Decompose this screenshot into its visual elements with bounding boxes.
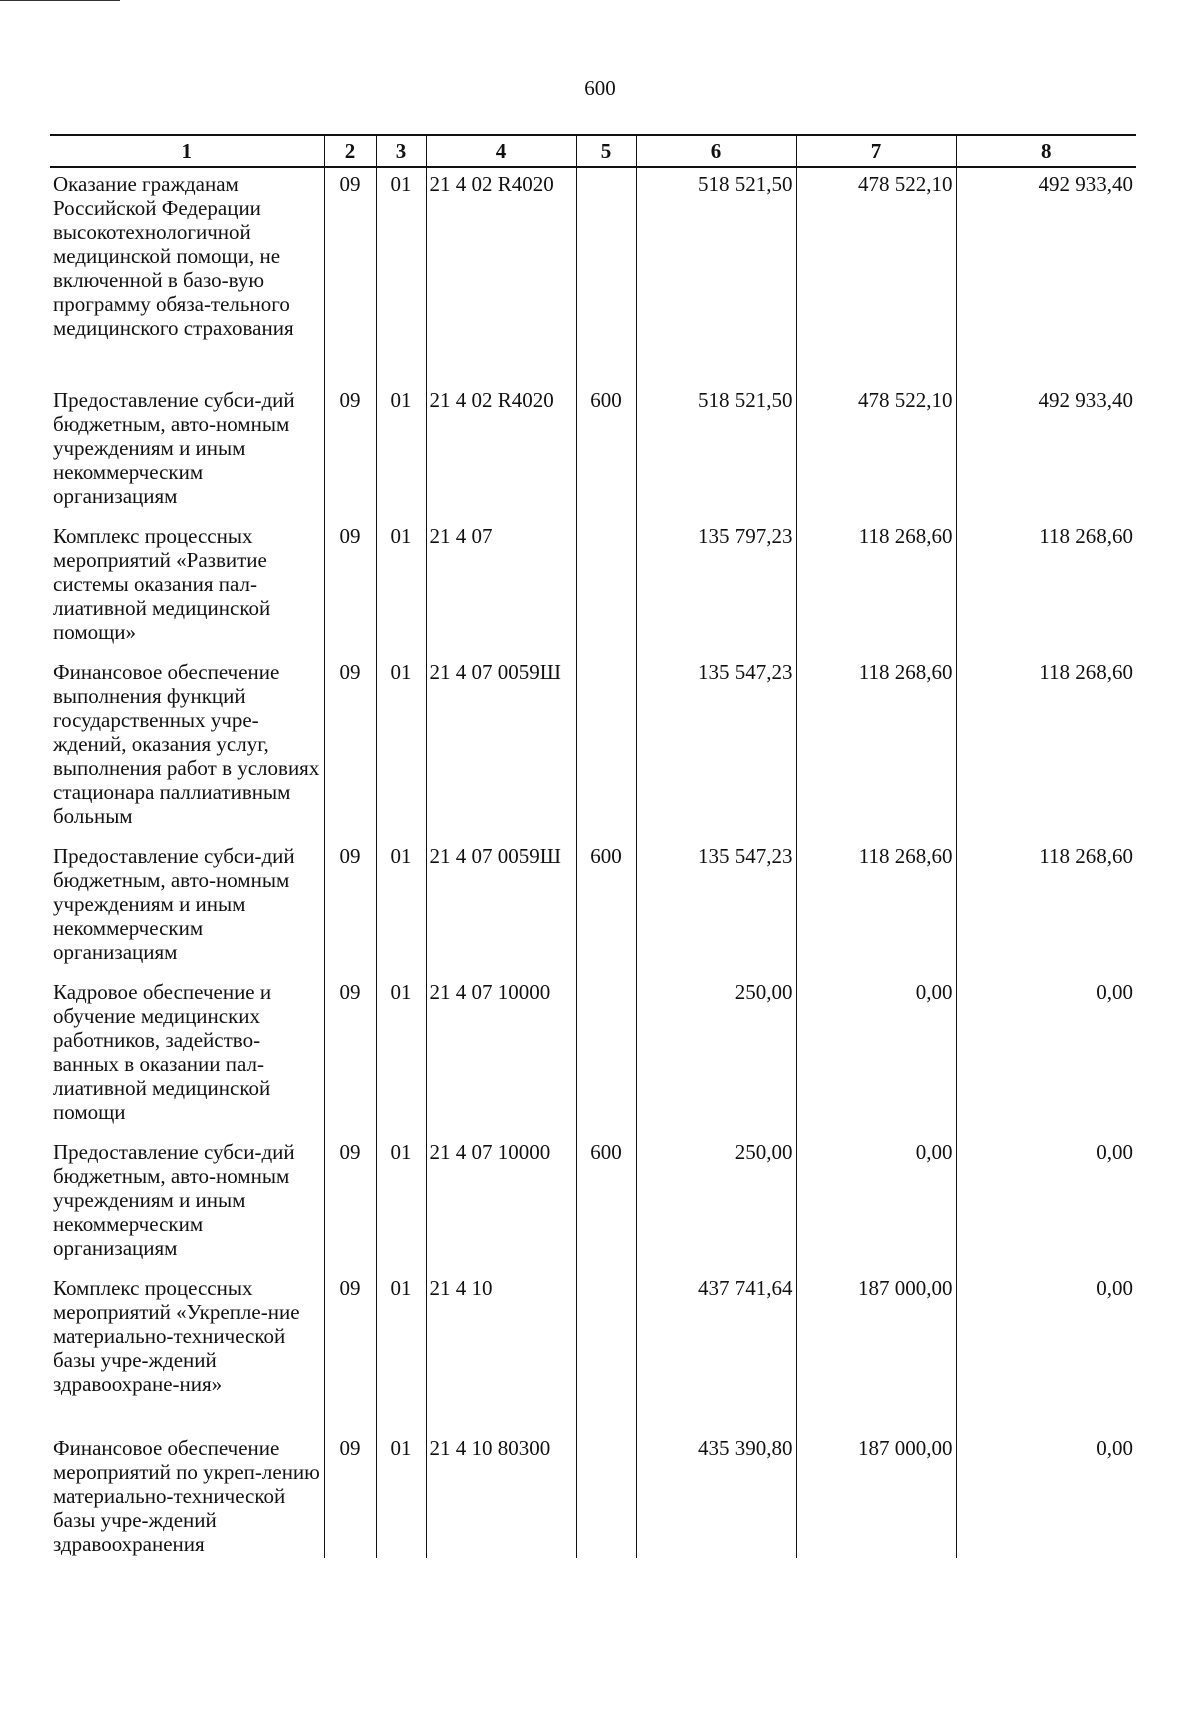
row-amount-col7: 118 268,60 — [796, 520, 956, 656]
table-row — [50, 384, 1136, 520]
row-amount-col6: 135 547,23 — [636, 656, 796, 840]
row-subsection: 01 — [376, 1272, 426, 1432]
row-amount-col6: 135 797,23 — [636, 520, 796, 656]
row-section: 09 — [324, 1136, 376, 1272]
row-subsection: 01 — [376, 656, 426, 840]
row-amount-col7: 0,00 — [796, 1136, 956, 1272]
row-expense-type — [576, 1272, 636, 1432]
row-section: 09 — [324, 656, 376, 840]
col-header-3: 3 — [376, 135, 426, 167]
row-amount-col7: 118 268,60 — [796, 840, 956, 976]
row-name: Предоставление субси-дий бюджетным, авто-номным учреждениям и иным некоммерческим организациям — [50, 1136, 324, 1272]
row-expense-type — [576, 976, 636, 1136]
table-row — [50, 840, 1136, 976]
col-header-6: 6 — [636, 135, 796, 167]
row-name: Комплекс процессных мероприятий «Развитие системы оказания пал-лиативной медицинской помощи» — [50, 520, 324, 656]
table-row — [50, 656, 1136, 840]
row-section: 09 — [324, 976, 376, 1136]
row-amount-col8: 492 933,40 — [956, 384, 1136, 520]
scan-edge-line — [0, 0, 120, 1]
row-expense-type — [576, 1432, 636, 1558]
col-header-2: 2 — [324, 135, 376, 167]
row-section: 09 — [324, 840, 376, 976]
row-subsection: 01 — [376, 384, 426, 520]
row-amount-col6: 437 741,64 — [636, 1272, 796, 1432]
row-name: Оказание гражданам Российской Федерации высокотехнологичной медицинской помощи, не включенной в базо-вую программу обяза-тельного медицинского страхования — [50, 167, 324, 384]
row-amount-col8: 492 933,40 — [956, 167, 1136, 384]
budget-table — [50, 134, 1136, 1558]
row-target-code: 21 4 02 R4020 — [426, 167, 576, 384]
row-amount-col6: 135 547,23 — [636, 840, 796, 976]
col-header-1: 1 — [50, 135, 324, 167]
row-amount-col8: 0,00 — [956, 1432, 1136, 1558]
col-header-5: 5 — [576, 135, 636, 167]
row-subsection: 01 — [376, 976, 426, 1136]
row-target-code: 21 4 07 10000 — [426, 1136, 576, 1272]
row-target-code: 21 4 02 R4020 — [426, 384, 576, 520]
row-subsection: 01 — [376, 1136, 426, 1272]
table-row — [50, 167, 1136, 384]
row-amount-col6: 250,00 — [636, 976, 796, 1136]
row-section: 09 — [324, 520, 376, 656]
row-expense-type — [576, 167, 636, 384]
row-target-code: 21 4 10 — [426, 1272, 576, 1432]
row-amount-col7: 187 000,00 — [796, 1272, 956, 1432]
row-name: Предоставление субси-дий бюджетным, авто-номным учреждениям и иным некоммерческим организациям — [50, 384, 324, 520]
table-row — [50, 1272, 1136, 1432]
row-name: Финансовое обеспечение мероприятий по укреп-лению материально-технической базы учре-ждений здравоохранения — [50, 1432, 324, 1558]
row-section: 09 — [324, 167, 376, 384]
row-amount-col6: 250,00 — [636, 1136, 796, 1272]
row-amount-col6: 518 521,50 — [636, 384, 796, 520]
table-row — [50, 1136, 1136, 1272]
row-amount-col7: 0,00 — [796, 976, 956, 1136]
row-amount-col8: 0,00 — [956, 976, 1136, 1136]
row-subsection: 01 — [376, 840, 426, 976]
row-section: 09 — [324, 1272, 376, 1432]
row-expense-type: 600 — [576, 840, 636, 976]
row-amount-col8: 118 268,60 — [956, 520, 1136, 656]
row-amount-col8: 118 268,60 — [956, 656, 1136, 840]
row-target-code: 21 4 07 — [426, 520, 576, 656]
row-amount-col7: 478 522,10 — [796, 167, 956, 384]
row-target-code: 21 4 07 0059Ш — [426, 656, 576, 840]
table-row — [50, 976, 1136, 1136]
row-expense-type — [576, 520, 636, 656]
row-amount-col8: 0,00 — [956, 1136, 1136, 1272]
col-header-4: 4 — [426, 135, 576, 167]
row-amount-col8: 118 268,60 — [956, 840, 1136, 976]
row-target-code: 21 4 07 0059Ш — [426, 840, 576, 976]
row-amount-col6: 435 390,80 — [636, 1432, 796, 1558]
row-section: 09 — [324, 384, 376, 520]
row-amount-col8: 0,00 — [956, 1272, 1136, 1432]
row-name: Предоставление субси-дий бюджетным, авто-номным учреждениям и иным некоммерческим организациям — [50, 840, 324, 976]
row-expense-type — [576, 656, 636, 840]
row-expense-type: 600 — [576, 384, 636, 520]
col-header-8: 8 — [956, 135, 1136, 167]
row-subsection: 01 — [376, 167, 426, 384]
row-target-code: 21 4 07 10000 — [426, 976, 576, 1136]
row-amount-col7: 118 268,60 — [796, 656, 956, 840]
row-subsection: 01 — [376, 1432, 426, 1558]
row-name: Комплекс процессных мероприятий «Укрепле-ние материально-технической базы учре-ждений здравоохране-ния» — [50, 1272, 324, 1432]
row-amount-col7: 187 000,00 — [796, 1432, 956, 1558]
row-name: Финансовое обеспечение выполнения функций государственных учре-ждений, оказания услуг, выполнения работ в условиях стационара паллиативным больным — [50, 656, 324, 840]
row-expense-type: 600 — [576, 1136, 636, 1272]
table-row — [50, 1432, 1136, 1558]
row-section: 09 — [324, 1432, 376, 1558]
row-subsection: 01 — [376, 520, 426, 656]
col-header-7: 7 — [796, 135, 956, 167]
header-row — [50, 135, 1136, 167]
row-name: Кадровое обеспечение и обучение медицинских работников, задейство-ванных в оказании пал-лиативной медицинской помощи — [50, 976, 324, 1136]
table-row — [50, 520, 1136, 656]
row-amount-col6: 518 521,50 — [636, 167, 796, 384]
page-number: 600 — [584, 76, 616, 100]
row-target-code: 21 4 10 80300 — [426, 1432, 576, 1558]
row-amount-col7: 478 522,10 — [796, 384, 956, 520]
